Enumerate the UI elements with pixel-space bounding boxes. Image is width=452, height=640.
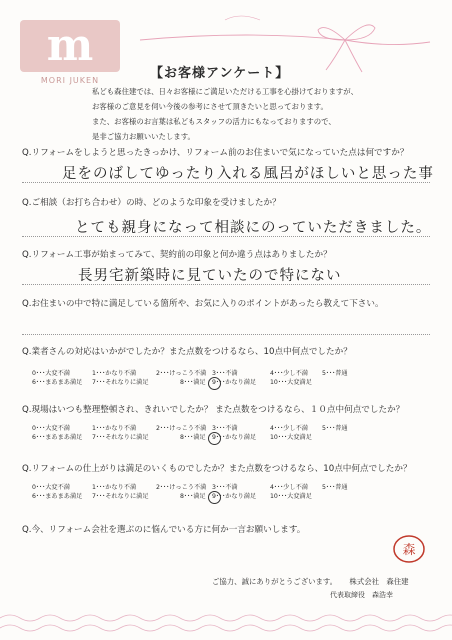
scale-option-8: 8･･･満足 bbox=[180, 493, 206, 500]
stamp-mark bbox=[392, 534, 426, 564]
scale-option-2: 2･･･けっこう不満 bbox=[156, 370, 207, 377]
scale-option-4: 4･･･少し不満 bbox=[270, 370, 308, 377]
scale-option-0: 0･･･大変不満 bbox=[32, 370, 70, 377]
logo-letter: m bbox=[46, 20, 94, 71]
scale-option-1: 1･･･かなり不満 bbox=[92, 484, 137, 491]
intro-line: 私ども森住建では、日々お客様にご満足いただける工事を心掛けておりますが、 bbox=[92, 87, 359, 96]
scale-option-5: 5･･･普通 bbox=[322, 425, 348, 432]
scale-option-3: 3･･･不満 bbox=[212, 425, 238, 432]
last-question: Q.今、リフォーム会社を選ぶのに悩んでいる方に何か一言お願いします。 bbox=[22, 525, 306, 535]
scale-option-0: 0･･･大変不満 bbox=[32, 484, 70, 491]
scale-option-1: 1･･･かなり不満 bbox=[92, 370, 137, 377]
rating-question-3: Q.リフォームの仕上がりは満足のいくものでしたか？また点数をつけるなら、10点中何点でしたか？ bbox=[22, 464, 412, 474]
question-3: Q.リフォーム工事が始まってみて、契約前の印象と何か違う点はありましたか？ bbox=[22, 250, 332, 260]
question-2: Q.ご相談（お打ち合わせ）の時、どのような印象を受けましたか？ bbox=[22, 198, 281, 208]
scale-option-3: 3･･･不満 bbox=[212, 370, 238, 377]
answer-line bbox=[22, 334, 430, 335]
selection-circle bbox=[208, 491, 221, 504]
thanks-text: ご協力、誠にありがとうございます。 bbox=[212, 577, 338, 586]
scale-option-8: 8･･･満足 bbox=[180, 379, 206, 386]
scale-option-4: 4･･･少し不満 bbox=[270, 484, 308, 491]
scale-option-9: 9･･･かなり満足 bbox=[212, 493, 257, 500]
scale-option-3: 3･･･不満 bbox=[212, 484, 238, 491]
scale-option-6: 6･･･まあまあ満足 bbox=[32, 379, 83, 386]
representative: 代表取締役 森浩幸 bbox=[330, 591, 393, 599]
footer-thanks bbox=[212, 576, 409, 587]
scale-option-7: 7･･･それなりに満足 bbox=[92, 379, 149, 386]
scale-option-10: 10･･･大変満足 bbox=[270, 434, 312, 441]
question-4: Q.お住まいの中で特に満足している箇所や、お気に入りのポイントがあったら教えて下さい。 bbox=[22, 299, 384, 309]
logo-text: MORI JUKEN bbox=[40, 76, 100, 85]
page-title: 【お客様アンケート】 bbox=[150, 66, 290, 81]
intro-line: 是非ご協力お願いいたします。 bbox=[92, 132, 195, 141]
scale-option-5: 5･･･普通 bbox=[322, 484, 348, 491]
logo-mark bbox=[20, 20, 120, 72]
stamp-text: 森 bbox=[402, 543, 416, 558]
rating-question-1: Q.業者さんの対応はいかがでしたか？また点数をつけるなら、10点中何点でしたか？ bbox=[22, 347, 352, 357]
intro-text bbox=[92, 84, 392, 144]
intro-line: また、お客様のお言葉は私どもスタッフの活力にもなっておりますので、 bbox=[92, 117, 336, 126]
answer-2: とても親身になって相談にのっていただきました。 bbox=[75, 220, 432, 236]
scale-option-10: 10･･･大変満足 bbox=[270, 493, 312, 500]
scale-option-2: 2･･･けっこう不満 bbox=[156, 484, 207, 491]
answer-line bbox=[22, 284, 430, 285]
scale-option-2: 2･･･けっこう不満 bbox=[156, 425, 207, 432]
answer-line bbox=[22, 182, 430, 183]
scale-option-6: 6･･･まあまあ満足 bbox=[32, 434, 83, 441]
answer-1: 足をのばしてゆったり入れる風呂がほしいと思った事 bbox=[62, 166, 434, 182]
question-1: Q.リフォームをしようと思ったきっかけ、リフォーム前のお住まいで気になっていた点は何ですか？ bbox=[22, 148, 409, 158]
scale-option-6: 6･･･まあまあ満足 bbox=[32, 493, 83, 500]
intro-line: お客様のご意見を伺い今後の参考にさせて頂きたいと思っております。 bbox=[92, 102, 328, 111]
scale-option-4: 4･･･少し不満 bbox=[270, 425, 308, 432]
scale-option-9: 9･･･かなり満足 bbox=[212, 379, 257, 386]
scale-option-9: 9･･･かなり満足 bbox=[212, 434, 257, 441]
lace-border bbox=[0, 610, 452, 640]
scale-option-0: 0･･･大変不満 bbox=[32, 425, 70, 432]
scale-option-7: 7･･･それなりに満足 bbox=[92, 493, 149, 500]
scale-option-10: 10･･･大変満足 bbox=[270, 379, 312, 386]
scale-option-7: 7･･･それなりに満足 bbox=[92, 434, 149, 441]
answer-line bbox=[22, 236, 430, 237]
company-name: 株式会社 森住建 bbox=[349, 577, 409, 586]
selection-circle bbox=[208, 377, 221, 390]
scale-option-1: 1･･･かなり不満 bbox=[92, 425, 137, 432]
company-logo bbox=[20, 20, 120, 88]
answer-3: 長男宅新築時に見ていたので特にない bbox=[78, 268, 342, 284]
selection-circle bbox=[208, 432, 221, 445]
rating-question-2: Q.現場はいつも整理整頓され、きれいでしたか？ また点数をつけるなら、１０点中何点でしたか？ bbox=[22, 405, 405, 415]
scale-option-5: 5･･･普通 bbox=[322, 370, 348, 377]
scale-option-8: 8･･･満足 bbox=[180, 434, 206, 441]
